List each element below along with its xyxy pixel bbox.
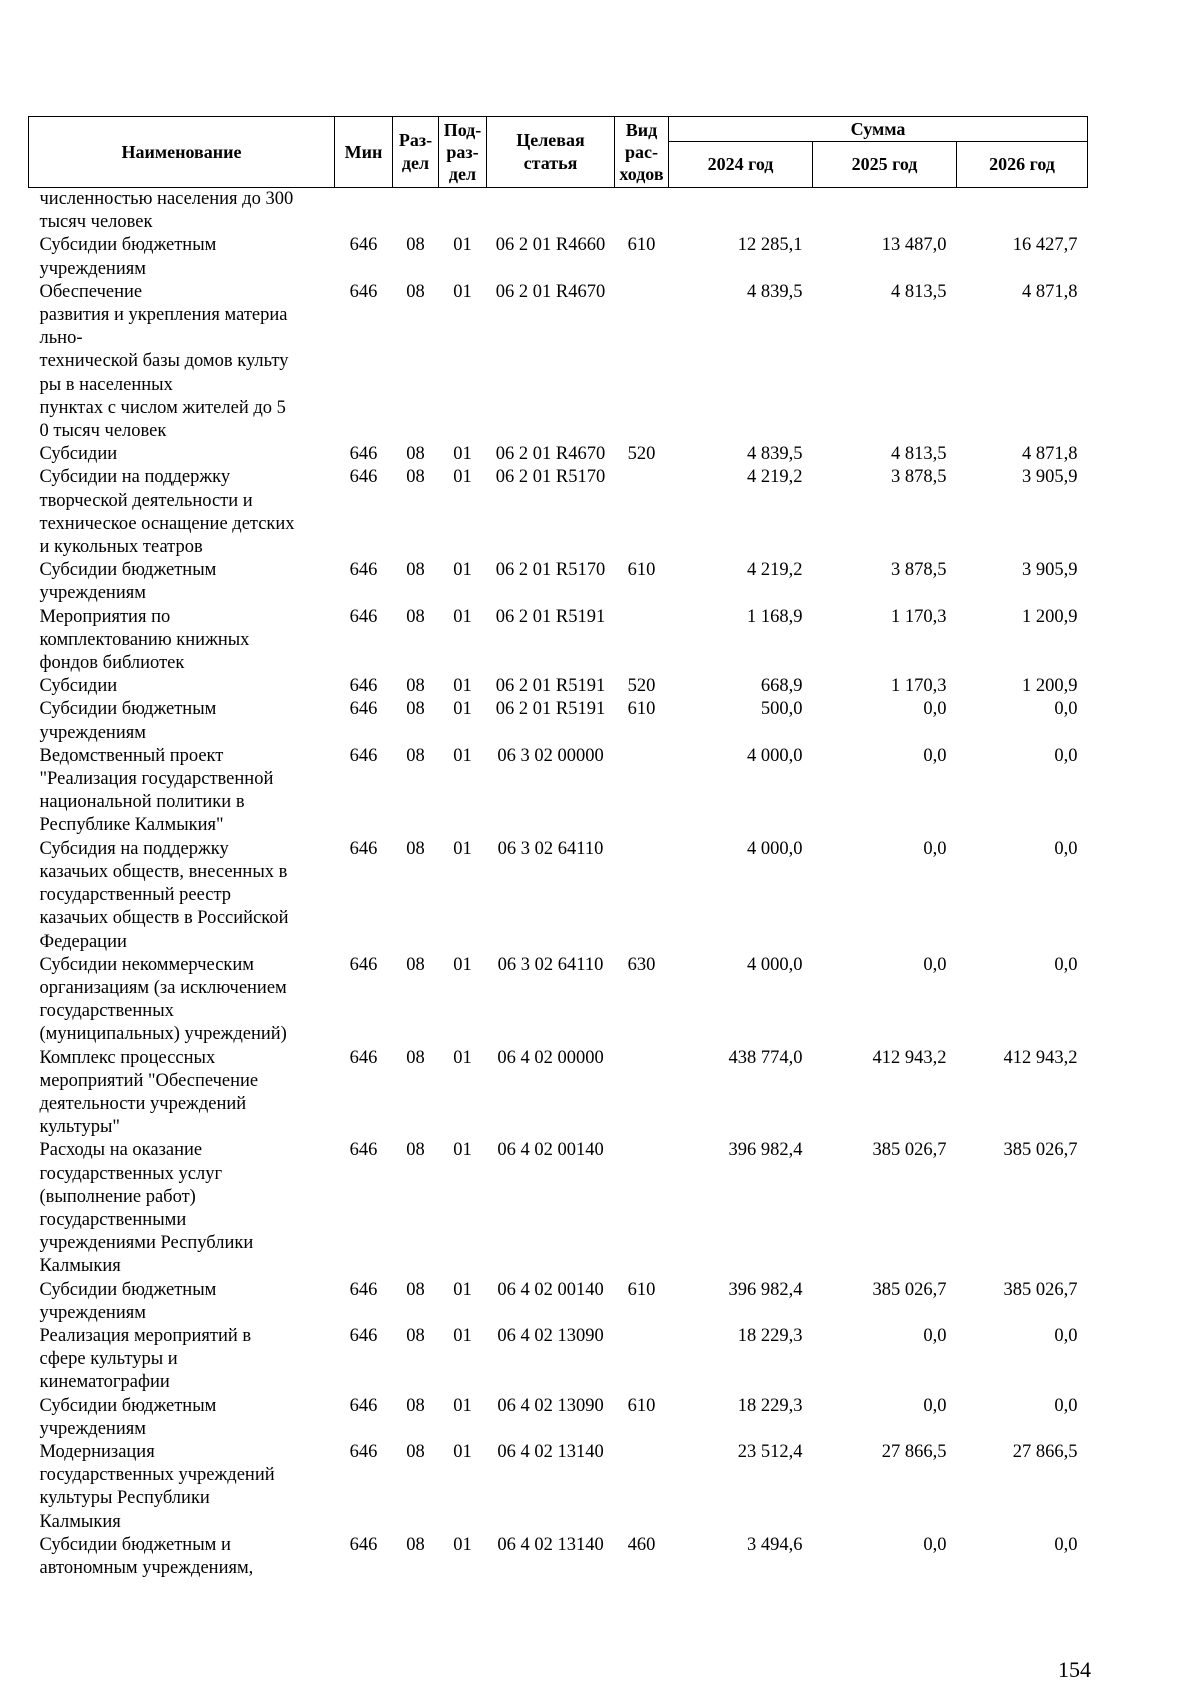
col-header-vid: Вид рас- ходов [615, 117, 669, 188]
col-header-min: Мин [335, 117, 393, 188]
cell-2025: 0,0 [923, 1534, 947, 1555]
cell-2026: 0,0 [1054, 1395, 1078, 1416]
cell-razdel: 08 [406, 1279, 425, 1300]
cell-min: 646 [349, 281, 378, 302]
cell-name: Реализация мероприятий в сфере культуры и кинематографии [39, 1325, 252, 1393]
cell-2026: 0,0 [1054, 1325, 1078, 1346]
cell-2026: 385 026,7 [1003, 1279, 1078, 1300]
cell-2026: 0,0 [1054, 954, 1078, 975]
cell-podrazdel: 01 [453, 699, 472, 720]
cell-2024: 12 285,1 [737, 235, 803, 256]
cell-podrazdel [439, 188, 487, 235]
table-row [29, 1441, 1088, 1534]
cell-2025: 4 813,5 [891, 444, 947, 465]
cell-min: 646 [349, 467, 378, 488]
cell-min: 646 [349, 699, 378, 720]
cell-2025: 0,0 [923, 954, 947, 975]
cell-vid [615, 606, 669, 676]
cell-2024: 4 219,2 [747, 467, 803, 488]
cell-podrazdel: 01 [453, 745, 472, 766]
cell-razdel: 08 [406, 1395, 425, 1416]
cell-target: 06 2 01 R5191 [495, 676, 606, 697]
cell-min: 646 [349, 606, 378, 627]
cell-2025: 0,0 [923, 1395, 947, 1416]
cell-podrazdel: 01 [453, 235, 472, 256]
cell-2024: 438 774,0 [728, 1047, 803, 1068]
cell-min: 646 [349, 676, 378, 697]
cell-2025: 0,0 [923, 838, 947, 859]
cell-name: Субсидии бюджетным учреждениям [39, 235, 217, 279]
cell-name: Мероприятия по комплектованию книжных фондов библиотек [39, 606, 250, 674]
cell-razdel: 08 [406, 1534, 425, 1555]
table-row [29, 954, 1088, 1047]
cell-vid [615, 1047, 669, 1140]
cell-target [487, 188, 615, 235]
cell-name: Субсидии бюджетным учреждениям [39, 699, 217, 743]
cell-target: 06 2 01 R4660 [495, 235, 606, 256]
cell-min: 646 [349, 1395, 378, 1416]
cell-target: 06 2 01 R5191 [495, 606, 606, 627]
cell-2025: 385 026,7 [872, 1279, 947, 1300]
cell-2025: 1 170,3 [891, 606, 947, 627]
cell-2024: 18 229,3 [737, 1395, 803, 1416]
table-row [29, 698, 1088, 744]
table-row [29, 745, 1088, 838]
cell-2024: 4 219,2 [747, 560, 803, 581]
cell-name: Субсидии некоммерческим организациям (за исключением государственных (муниципальных) учреждений) [39, 954, 287, 1045]
cell-min: 646 [349, 1441, 378, 1462]
cell-podrazdel: 01 [453, 954, 472, 975]
cell-2026: 1 200,9 [1022, 606, 1078, 627]
table-row [29, 443, 1088, 466]
col-header-razdel: Раз- дел [393, 117, 439, 188]
cell-vid: 520 [627, 676, 656, 697]
cell-vid: 460 [627, 1534, 656, 1555]
table-row [29, 1047, 1088, 1140]
table-header [29, 117, 1088, 188]
cell-razdel: 08 [406, 954, 425, 975]
col-header-target: Целевая статья [487, 117, 615, 188]
cell-name: Расходы на оказание государственных услуг (выполнение работ) государственными учреждениями Республики Калмыкия [39, 1140, 254, 1277]
cell-name: Субсидии бюджетным учреждениям [39, 1395, 217, 1439]
cell-razdel: 08 [406, 606, 425, 627]
cell-podrazdel: 01 [453, 1279, 472, 1300]
cell-razdel: 08 [406, 1325, 425, 1346]
cell-vid: 610 [627, 1395, 656, 1416]
cell-2024: 4 000,0 [747, 745, 803, 766]
cell-podrazdel: 01 [453, 444, 472, 465]
cell-min: 646 [349, 235, 378, 256]
cell-2025: 27 866,5 [881, 1441, 947, 1462]
cell-name: Субсидии [39, 676, 118, 697]
cell-target: 06 2 01 R4670 [495, 444, 606, 465]
cell-razdel: 08 [406, 444, 425, 465]
cell-2024: 668,9 [760, 676, 803, 697]
table-row [29, 1325, 1088, 1395]
cell-2024: 4 000,0 [747, 838, 803, 859]
col-header-2025: 2025 год [813, 142, 957, 188]
cell-name: численностью населения до 300 тысяч человек [39, 189, 294, 233]
cell-vid [615, 1441, 669, 1534]
table-body [29, 188, 1088, 1581]
cell-name: Субсидии бюджетным учреждениям [39, 560, 217, 604]
cell-2026: 0,0 [1054, 745, 1078, 766]
cell-min [335, 188, 393, 235]
cell-2025: 3 878,5 [891, 467, 947, 488]
table-row [29, 1279, 1088, 1325]
cell-target: 06 2 01 R5170 [495, 560, 606, 581]
cell-target: 06 2 01 R4670 [495, 281, 606, 302]
cell-vid [615, 466, 669, 559]
cell-vid: 630 [627, 954, 656, 975]
table-row [29, 559, 1088, 605]
table-row [29, 1534, 1088, 1580]
cell-2024: 18 229,3 [737, 1325, 803, 1346]
cell-target: 06 3 02 64110 [497, 838, 604, 859]
cell-razdel: 08 [406, 281, 425, 302]
cell-podrazdel: 01 [453, 676, 472, 697]
cell-min: 646 [349, 1279, 378, 1300]
cell-vid: 610 [627, 1279, 656, 1300]
cell-podrazdel: 01 [453, 560, 472, 581]
cell-2026: 385 026,7 [1003, 1140, 1078, 1161]
table-row [29, 281, 1088, 443]
cell-name: Субсидии на поддержку творческой деятельности и техническое оснащение детских и кукольных театров [39, 467, 295, 558]
col-header-sum: Сумма [669, 117, 1088, 142]
cell-target: 06 3 02 64110 [497, 954, 604, 975]
col-header-2024: 2024 год [669, 142, 813, 188]
cell-min: 646 [349, 1534, 378, 1555]
cell-2026: 16 427,7 [1012, 235, 1078, 256]
cell-2026: 0,0 [1054, 838, 1078, 859]
cell-vid: 520 [627, 444, 656, 465]
cell-podrazdel: 01 [453, 1325, 472, 1346]
cell-name: Субсидии [39, 444, 118, 465]
cell-podrazdel: 01 [453, 1140, 472, 1161]
cell-2025: 13 487,0 [881, 235, 947, 256]
col-header-name: Наименование [29, 117, 335, 188]
cell-target: 06 4 02 13140 [497, 1534, 604, 1555]
cell-target: 06 4 02 00140 [497, 1140, 604, 1161]
cell-podrazdel: 01 [453, 606, 472, 627]
cell-min: 646 [349, 838, 378, 859]
cell-target: 06 4 02 00140 [497, 1279, 604, 1300]
cell-2026: 0,0 [1054, 1534, 1078, 1555]
cell-min: 646 [349, 1140, 378, 1161]
cell-2025: 0,0 [923, 699, 947, 720]
cell-vid: 610 [627, 699, 656, 720]
cell-2026: 4 871,8 [1022, 281, 1078, 302]
table-row [29, 188, 1088, 235]
cell-podrazdel: 01 [453, 467, 472, 488]
cell-name: Субсидии бюджетным и автономным учреждениям, [39, 1534, 254, 1578]
cell-target: 06 4 02 13090 [497, 1325, 604, 1346]
page-number: 154 [1058, 1657, 1091, 1682]
cell-name: Обеспечение развития и укрепления материа льно- технической базы домов культу ры в населенных пунктах с числом жителей до 5 0 тысяч человек [39, 281, 289, 442]
cell-2024 [669, 188, 813, 235]
cell-target: 06 4 02 13140 [497, 1441, 604, 1462]
cell-2025: 3 878,5 [891, 560, 947, 581]
cell-target: 06 2 01 R5191 [495, 699, 606, 720]
cell-2026: 4 871,8 [1022, 444, 1078, 465]
cell-vid [615, 1325, 669, 1395]
cell-razdel: 08 [406, 235, 425, 256]
cell-target: 06 3 02 00000 [497, 745, 604, 766]
cell-2026: 3 905,9 [1022, 467, 1078, 488]
cell-2026: 412 943,2 [1003, 1047, 1078, 1068]
budget-table [28, 116, 1088, 1580]
cell-min: 646 [349, 745, 378, 766]
cell-razdel: 08 [406, 1140, 425, 1161]
cell-vid [615, 1139, 669, 1278]
cell-vid [615, 281, 669, 443]
table-row [29, 606, 1088, 676]
cell-min: 646 [349, 1047, 378, 1068]
cell-razdel: 08 [406, 560, 425, 581]
cell-name: Комплекс процессных мероприятий "Обеспечение деятельности учреждений культуры" [39, 1047, 259, 1138]
table-row [29, 675, 1088, 698]
cell-name: Субсидии бюджетным учреждениям [39, 1279, 217, 1323]
cell-razdel: 08 [406, 676, 425, 697]
cell-podrazdel: 01 [453, 838, 472, 859]
cell-target: 06 2 01 R5170 [495, 467, 606, 488]
cell-podrazdel: 01 [453, 1441, 472, 1462]
cell-min: 646 [349, 444, 378, 465]
cell-vid: 610 [627, 560, 656, 581]
cell-razdel: 08 [406, 1441, 425, 1462]
cell-podrazdel: 01 [453, 1047, 472, 1068]
cell-2026: 27 866,5 [1012, 1441, 1078, 1462]
cell-2026 [957, 188, 1088, 235]
cell-2024: 4 839,5 [747, 444, 803, 465]
cell-min: 646 [349, 954, 378, 975]
cell-2024: 396 982,4 [728, 1279, 803, 1300]
cell-2025: 412 943,2 [872, 1047, 947, 1068]
cell-vid [615, 838, 669, 954]
cell-min: 646 [349, 1325, 378, 1346]
cell-2025: 385 026,7 [872, 1140, 947, 1161]
table-row [29, 466, 1088, 559]
cell-2025: 0,0 [923, 1325, 947, 1346]
cell-2024: 500,0 [760, 699, 803, 720]
cell-2024: 4 839,5 [747, 281, 803, 302]
cell-vid [615, 188, 669, 235]
cell-2024: 4 000,0 [747, 954, 803, 975]
cell-2025: 4 813,5 [891, 281, 947, 302]
cell-name: Ведомственный проект "Реализация государственной национальной политики в Республике Калмыкия" [39, 745, 274, 836]
table-row [29, 838, 1088, 954]
cell-podrazdel: 01 [453, 1534, 472, 1555]
table-row [29, 1395, 1088, 1441]
cell-2024: 396 982,4 [728, 1140, 803, 1161]
col-header-2026: 2026 год [957, 142, 1088, 188]
table-row [29, 1139, 1088, 1278]
cell-min: 646 [349, 560, 378, 581]
cell-2026: 3 905,9 [1022, 560, 1078, 581]
cell-podrazdel: 01 [453, 281, 472, 302]
cell-2025: 0,0 [923, 745, 947, 766]
cell-2025: 1 170,3 [891, 676, 947, 697]
cell-vid: 610 [627, 235, 656, 256]
cell-razdel: 08 [406, 838, 425, 859]
cell-2024: 23 512,4 [737, 1441, 803, 1462]
cell-razdel: 08 [406, 1047, 425, 1068]
cell-target: 06 4 02 00000 [497, 1047, 604, 1068]
cell-target: 06 4 02 13090 [497, 1395, 604, 1416]
cell-2025 [813, 188, 957, 235]
table-row [29, 234, 1088, 280]
cell-2026: 1 200,9 [1022, 676, 1078, 697]
cell-razdel: 08 [406, 699, 425, 720]
cell-2026: 0,0 [1054, 699, 1078, 720]
cell-podrazdel: 01 [453, 1395, 472, 1416]
cell-2024: 3 494,6 [747, 1534, 803, 1555]
cell-name: Субсидия на поддержку казачьих обществ, внесенных в государственный реестр казачьих обществ в Российской Федерации [39, 838, 289, 952]
col-header-podrazdel: Под- раз- дел [439, 117, 487, 188]
cell-razdel [393, 188, 439, 235]
cell-2024: 1 168,9 [747, 606, 803, 627]
cell-vid [615, 745, 669, 838]
cell-razdel: 08 [406, 467, 425, 488]
cell-razdel: 08 [406, 745, 425, 766]
cell-name: Модернизация государственных учреждений культуры Республики Калмыкия [39, 1441, 275, 1532]
